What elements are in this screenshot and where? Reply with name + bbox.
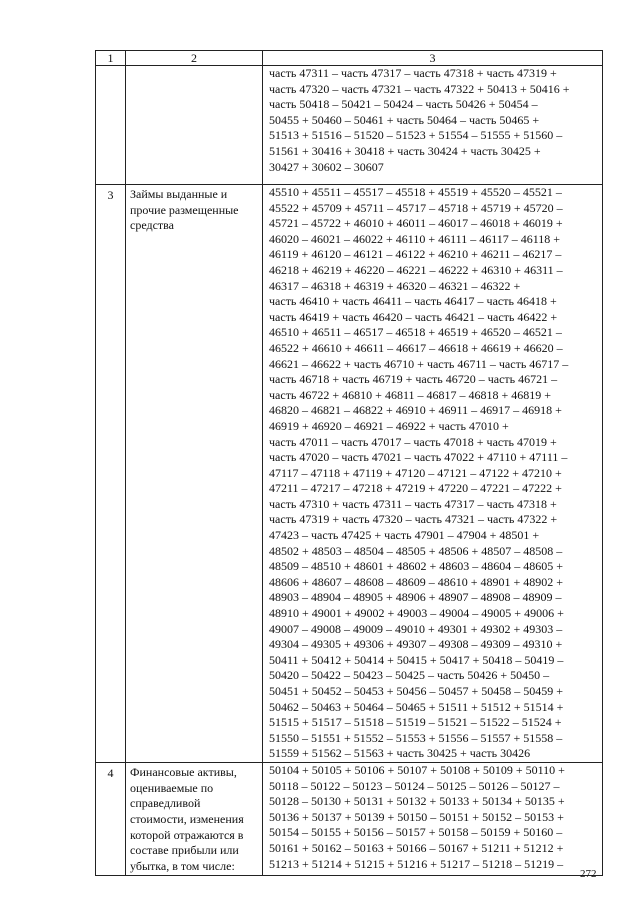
formula-line: 46119 + 46120 – 46121 – 46122 + 46210 + 46211 – 46217 –: [269, 247, 562, 262]
formula-line: часть 47310 + часть 47311 – часть 47317 – часть 47318 +: [269, 496, 557, 511]
formula-line: часть 47320 – часть 47321 – часть 47322 + 50413 + 50416 +: [269, 81, 570, 96]
row-number: 3: [96, 185, 126, 763]
formula-line: 46621 – 46622 + часть 46710 + часть 46711 – часть 46717 –: [269, 356, 569, 371]
formula-line: 46820 – 46821 – 46822 + 46910 + 46911 – 46917 – 46918 +: [269, 403, 562, 418]
formula-line: часть 46410 + часть 46411 – часть 46417 – часть 46418 +: [269, 294, 557, 309]
page-number: 272: [580, 868, 597, 880]
formula-line: 50104 + 50105 + 50106 + 50107 + 50108 + 50109 + 50110 +: [269, 762, 565, 777]
formula-line: 50420 – 50422 – 50423 – 50425 – часть 50426 + 50450 –: [269, 668, 550, 683]
row-label: Финансовые активы, оцениваемые по справедливой стоимости, изменения которой отражаются в составе прибыли или убытка, в том числе:: [126, 762, 263, 875]
formula-line: 51559 + 51562 – 51563 + часть 30425 + часть 30426: [269, 746, 531, 761]
formula-line: часть 47319 + часть 47320 – часть 47321 – часть 47322 +: [269, 512, 558, 527]
formula-line: 50128 – 50130 + 50131 + 50132 + 50133 + 50134 + 50135 +: [269, 794, 565, 809]
formula-line: 47211 – 47217 – 47218 + 47219 + 47220 – 47221 – 47222 +: [269, 481, 562, 496]
formula-line: часть 50418 – 50421 – 50424 – часть 50426 + 50454 –: [269, 97, 538, 112]
header-col-2: 2: [126, 51, 263, 66]
formula-cell: [263, 185, 603, 763]
formula-line: 51561 + 30416 + 30418 + часть 30424 + часть 30425 +: [269, 143, 541, 158]
formula-line: 49007 – 49008 – 49009 – 49010 + 49301 + 49302 + 49303 –: [269, 621, 563, 636]
header-col-1: 1: [96, 51, 126, 66]
formula-line: часть 47020 – часть 47021 – часть 47022 + 47110 + 47111 –: [269, 450, 568, 465]
formula-line: 50136 + 50137 + 50139 + 50150 – 50151 + 50152 – 50153 +: [269, 809, 564, 824]
accounts-table: [95, 50, 603, 876]
formula-line: 30427 + 30602 – 30607: [269, 159, 384, 174]
formula-line: 50455 + 50460 – 50461 + часть 50464 – часть 50465 +: [269, 112, 540, 127]
formula-line: 45522 + 45709 + 45711 – 45717 – 45718 + 45719 + 45720 –: [269, 200, 563, 215]
formula-line: 50451 + 50452 – 50453 + 50456 – 50457 + 50458 – 50459 +: [269, 684, 564, 698]
formula-line: 45721 – 45722 + 46010 + 46011 – 46017 – 46018 + 46019 +: [269, 216, 563, 231]
formula-line: 48502 + 48503 – 48504 – 48505 + 48506 + 48507 – 48508 –: [269, 543, 563, 558]
formula-line: 46317 – 46318 + 46319 + 46320 – 46321 – 46322 +: [269, 278, 521, 293]
formula-line: 46218 + 46219 + 46220 – 46221 – 46222 + 46310 + 46311 –: [269, 262, 563, 277]
row-label-cell: [126, 66, 263, 185]
formula-line: 48509 – 48510 + 48601 + 48602 + 48603 – 48604 – 48605 +: [269, 559, 564, 574]
formula-line: 46020 – 46021 – 46022 + 46110 + 46111 – 46117 – 46118 +: [269, 231, 561, 246]
formula-cell: [263, 66, 603, 185]
header-row: [96, 51, 603, 66]
formula-line: 50118 – 50122 – 50123 – 50124 – 50125 – 50126 – 50127 –: [269, 778, 560, 793]
formula-line: 46919 + 46920 – 46921 – 46922 + часть 47010 +: [269, 418, 509, 433]
formula-line: 45510 + 45511 – 45517 – 45518 + 45519 + 45520 – 45521 –: [269, 185, 562, 199]
formula-line: часть 46722 + 46810 + 46811 – 46817 – 46818 + 46819 +: [269, 387, 552, 402]
formula-line: 48903 – 48904 – 48905 + 48906 + 48907 – 48908 – 48909 –: [269, 590, 562, 605]
formula-line: часть 46718 + часть 46719 + часть 46720 – часть 46721 –: [269, 372, 558, 387]
formula-line: 51513 + 51516 – 51520 – 51523 + 51554 – 51555 + 51560 –: [269, 128, 563, 143]
formula-line: часть 47311 – часть 47317 – часть 47318 + часть 47319 +: [269, 66, 557, 80]
row-number: 4: [96, 762, 126, 875]
row-label: Займы выданные и прочие размещенные средства: [126, 185, 263, 763]
table-row-loans: [96, 185, 603, 763]
formula-line: 49304 – 49305 + 49306 + 49307 – 49308 – 49309 – 49310 +: [269, 637, 563, 652]
formula-line: 51213 + 51214 + 51215 + 51216 + 51217 – 51218 – 51219 –: [269, 856, 564, 871]
row-number-cell: [96, 66, 126, 185]
formula-line: 47117 – 47118 + 47119 + 47120 – 47121 – 47122 + 47210 +: [269, 465, 562, 480]
table-row-continued: [96, 66, 603, 185]
table-row-financial-assets: [96, 762, 603, 875]
header-col-3: 3: [263, 51, 603, 66]
formula-line: 50411 + 50412 + 50414 + 50415 + 50417 + 50418 – 50419 –: [269, 652, 564, 667]
formula-line: 50462 – 50463 + 50464 – 50465 + 51511 + 51512 + 51514 +: [269, 699, 564, 714]
formula-line: 47423 – часть 47425 + часть 47901 – 47904 + 48501 +: [269, 528, 540, 543]
formula-cell: [263, 762, 603, 875]
formula-line: часть 46419 + часть 46420 – часть 46421 – часть 46422 +: [269, 309, 558, 324]
formula-line: 46510 + 46511 – 46517 – 46518 + 46519 + 46520 – 46521 –: [269, 325, 562, 340]
formula-line: часть 47011 – часть 47017 – часть 47018 + часть 47019 +: [269, 434, 557, 449]
formula-line: 46522 + 46610 + 46611 – 46617 – 46618 + 46619 + 46620 –: [269, 340, 563, 355]
formula-line: 50161 + 50162 – 50163 + 50166 – 50167 + 51211 + 51212 +: [269, 840, 564, 855]
formula-line: 48910 + 49001 + 49002 + 49003 – 49004 – 49005 + 49006 +: [269, 606, 564, 621]
formula-line: 48606 + 48607 – 48608 – 48609 – 48610 + 48901 + 48902 +: [269, 574, 564, 589]
formula-line: 51550 – 51551 + 51552 – 51553 + 51556 – 51557 + 51558 –: [269, 730, 563, 745]
formula-line: 51515 + 51517 – 51518 – 51519 – 51521 – 51522 – 51524 +: [269, 715, 562, 730]
formula-line: 50154 – 50155 + 50156 – 50157 + 50158 – 50159 + 50160 –: [269, 825, 563, 840]
